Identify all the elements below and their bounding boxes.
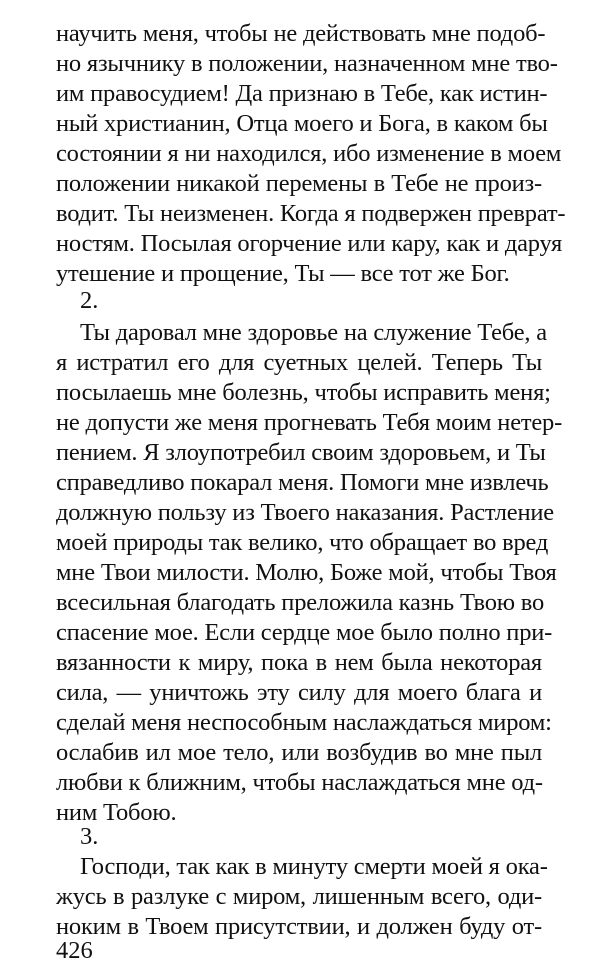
text-line: должную пользу из Твоего наказания. Растление bbox=[56, 499, 554, 526]
text-line: мне Твои милости. Молю, Боже мой, чтобы Твоя bbox=[56, 559, 557, 586]
text-line: научить меня, чтобы не действовать мне подоб- bbox=[56, 20, 546, 47]
text-line: всесильная благодать преложила казнь Твою во bbox=[56, 589, 545, 616]
section-number: 2. bbox=[80, 287, 99, 314]
text-line: Ты даровал мне здоровье на служение Тебе, а bbox=[80, 319, 547, 346]
text-line: ностям. Посылая огорчение или кару, как и даруя bbox=[56, 230, 563, 257]
text-line: вязанности к миру, пока в нем была некоторая bbox=[56, 649, 542, 676]
text-line: ноким в Твоем присутствии, и должен буду от- bbox=[56, 913, 542, 940]
page-number: 426 bbox=[56, 937, 93, 964]
text-line: спасение мое. Если сердце мое было полно при- bbox=[56, 619, 553, 646]
text-line: я истратил его для суетных целей. Теперь Ты bbox=[56, 349, 542, 376]
text-line: не допусти же меня прогневать Тебя моим нетер- bbox=[56, 409, 563, 436]
text-line: Господи, так как в минуту смерти моей я ока- bbox=[80, 853, 548, 880]
text-line: ный христианин, Отца моего и Бога, в каком бы bbox=[56, 110, 548, 137]
text-line: ним Тобою. bbox=[56, 799, 177, 826]
text-line: утешение и прощение, Ты — все тот же Бог. bbox=[56, 260, 510, 287]
text-line: справедливо покарал меня. Помоги мне извлечь bbox=[56, 469, 549, 496]
text-line: сила, — уничтожь эту силу для моего блага и bbox=[56, 679, 542, 706]
text-line: жусь в разлуке с миром, лишенным всего, оди- bbox=[56, 883, 542, 910]
text-line: но язычнику в положении, назначенном мне тво- bbox=[56, 50, 558, 77]
text-line: пением. Я злоупотребил своим здоровьем, и Ты bbox=[56, 439, 546, 466]
text-line: любви к ближним, чтобы наслаждаться мне од- bbox=[56, 769, 543, 796]
text-line: ослабив ил мое тело, или возбудив во мне пыл bbox=[56, 739, 542, 766]
section-number: 3. bbox=[80, 823, 99, 850]
text-line: положении никакой перемены в Тебе не произ- bbox=[56, 170, 542, 197]
text-line: посылаешь мне болезнь, чтобы исправить меня; bbox=[56, 379, 551, 406]
text-line: им правосудием! Да признаю в Тебе, как истин- bbox=[56, 80, 548, 107]
text-line: водит. Ты неизменен. Когда я подвержен преврат- bbox=[56, 200, 566, 227]
text-line: сделай меня неспособным наслаждаться миром: bbox=[56, 709, 552, 736]
text-line: состоянии я ни находился, ибо изменение в моем bbox=[56, 140, 562, 167]
text-line: моей природы так велико, что обращает во вред bbox=[56, 529, 549, 556]
